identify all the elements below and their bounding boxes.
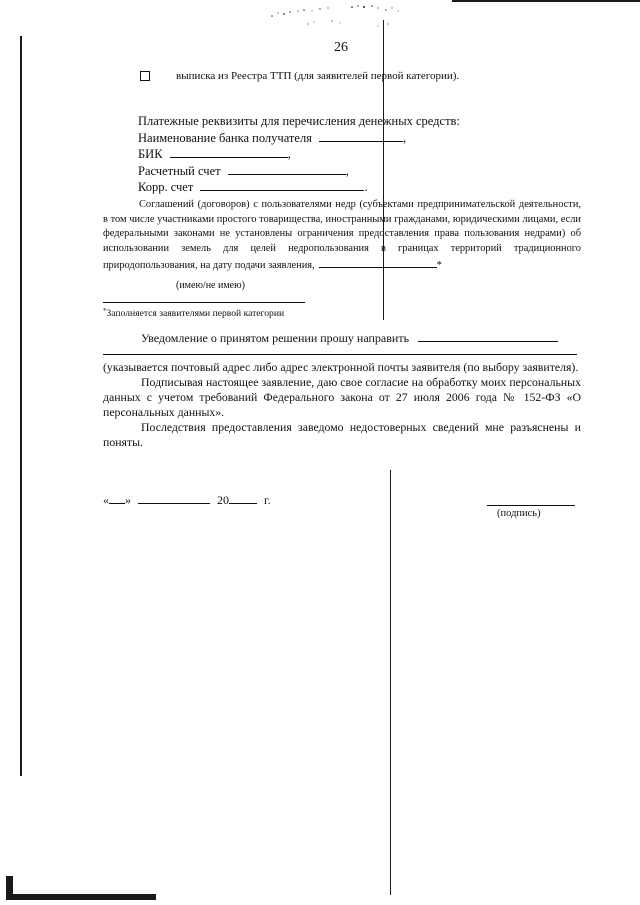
address-hint: (указывается почтовый адрес либо адрес электронной почты заявителя (по выбору заявителя). xyxy=(103,360,579,374)
consent-paragraph: Подписывая настоящее заявление, даю свое согласие на обработку моих персональных данных с учетом требований Федерального закона от 27 июля 2006 года № 152-ФЗ «О персональных данных». xyxy=(103,375,581,419)
attachment-item xyxy=(140,70,459,82)
consequences-paragraph: Последствия предоставления заведомо недостоверных сведений мне разъяснены и поняты. xyxy=(103,420,581,449)
account-row xyxy=(138,163,460,180)
account-label: Расчетный счет xyxy=(138,163,221,178)
date-row xyxy=(103,492,271,508)
checkbox-icon[interactable] xyxy=(140,71,150,81)
statement-block xyxy=(103,360,581,450)
date-year-suffix: г. xyxy=(264,493,271,507)
footnote-text: Заполняется заявителями первой категории xyxy=(106,308,285,319)
bank-label: Наименование банка получателя xyxy=(138,130,312,145)
agreements-hint: (имею/не имею) xyxy=(176,280,245,291)
scan-speckle-noise xyxy=(268,2,408,32)
notification-field-continued[interactable] xyxy=(103,354,577,355)
bank-field-end: , xyxy=(403,130,407,145)
footnote xyxy=(103,307,284,319)
notification-field[interactable] xyxy=(418,330,558,342)
scan-top-right-mark xyxy=(452,0,640,2)
account-field-end: , xyxy=(345,163,349,178)
corr-row xyxy=(138,179,460,196)
agreements-star: * xyxy=(436,260,442,271)
notification-row xyxy=(141,330,558,346)
signature-field[interactable] xyxy=(487,505,575,506)
day-field[interactable] xyxy=(109,492,125,504)
bik-field[interactable] xyxy=(170,146,288,158)
agreements-text: Соглашений (договоров) с пользователями недр (субъектами предпринимательской деятельности, в том числе участниками простого товарищества, иностранными гражданами, юридическими лицами, если федеральными законами не установлены ограничения предоставления права пользования недрами) об использовании земель для целей недропользования в границах территорий традиционного природопользования, на дату подачи заявления, xyxy=(103,199,581,271)
scan-edge-left xyxy=(20,36,22,776)
bik-row xyxy=(138,146,460,163)
corr-label: Корр. счет xyxy=(138,180,194,194)
account-field[interactable] xyxy=(228,163,346,175)
scan-edge-bottom-corner xyxy=(6,876,13,900)
bik-field-end: , xyxy=(287,147,291,161)
page-number: 26 xyxy=(334,40,348,55)
footnote-mark: * xyxy=(103,307,107,315)
bank-row xyxy=(138,130,460,147)
bik-label: БИК xyxy=(138,147,163,161)
date-open-quote: « xyxy=(103,493,109,507)
date-close-quote: » xyxy=(125,493,131,507)
month-field[interactable] xyxy=(138,492,210,504)
scan-edge-bottom-left xyxy=(6,894,156,900)
agreements-field[interactable] xyxy=(319,256,437,268)
year-field[interactable] xyxy=(229,492,257,504)
payment-details xyxy=(138,114,460,196)
footnote-separator xyxy=(103,302,305,303)
date-century: 20 xyxy=(217,493,229,507)
bank-field[interactable] xyxy=(319,130,403,142)
payment-heading: Платежные реквизиты для перечисления денежных средств: xyxy=(138,114,460,128)
corr-field[interactable] xyxy=(200,179,364,191)
attachment-item-text: выписка из Реестра ТТП (для заявителей первой категории). xyxy=(176,70,460,82)
corr-field-end: . xyxy=(364,180,368,194)
signature-caption: (подпись) xyxy=(497,508,541,519)
agreements-paragraph xyxy=(103,198,581,274)
scan-fold-line-lower xyxy=(390,470,391,895)
notification-label: Уведомление о принятом решении прошу направить xyxy=(141,331,410,345)
